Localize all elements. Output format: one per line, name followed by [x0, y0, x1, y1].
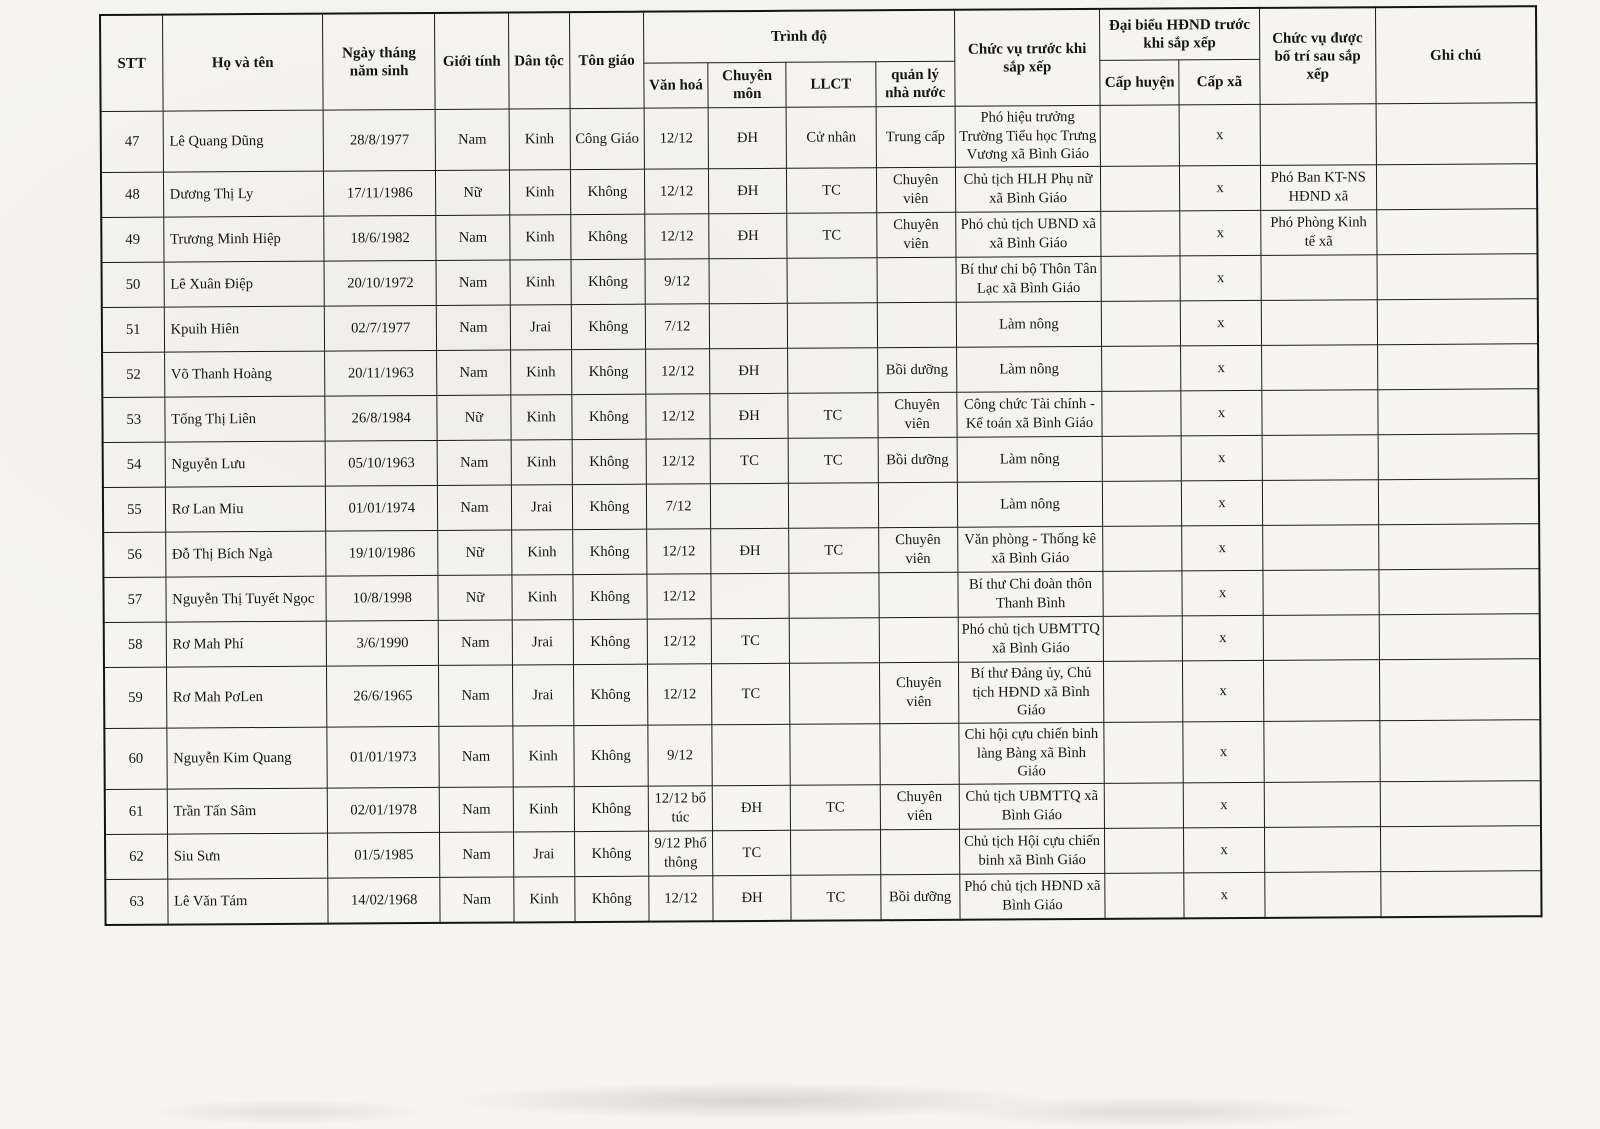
- header-religion: Tôn giáo: [569, 12, 644, 109]
- cell-position-before: Làm nông: [956, 301, 1102, 347]
- cell-qlnn: [877, 257, 956, 302]
- cell-cap-xa: x: [1182, 570, 1263, 615]
- cell-ethnicity: Kinh: [513, 787, 574, 832]
- cell-stt: 53: [102, 397, 164, 442]
- cell-stt: 50: [102, 262, 164, 307]
- cell-cap-huyen: [1101, 256, 1180, 301]
- cell-cap-huyen: [1104, 783, 1183, 828]
- cell-van-hoa: 9/12: [645, 259, 709, 304]
- cell-position-after: [1263, 615, 1380, 661]
- header-gender: Giới tính: [435, 13, 509, 110]
- cell-stt: 52: [102, 352, 164, 397]
- cell-position-after: [1261, 345, 1378, 391]
- cell-name: Võ Thanh Hoàng: [164, 351, 325, 397]
- cell-name: Đỗ Thị Bích Ngà: [165, 531, 326, 577]
- cell-ethnicity: Kinh: [511, 530, 572, 575]
- table-row: [104, 659, 1540, 729]
- cell-name: Lê Xuân Điệp: [164, 261, 325, 307]
- cell-name: Tống Thị Liên: [165, 396, 326, 442]
- cell-religion: Không: [572, 394, 646, 439]
- cell-name: Trần Tấn Sâm: [167, 788, 328, 834]
- cell-name: Rơ Lan Miu: [165, 486, 326, 532]
- table-scan-region: [99, 5, 1543, 926]
- cell-note: [1378, 434, 1539, 480]
- cell-stt: 49: [101, 217, 163, 262]
- cell-cap-xa: x: [1179, 104, 1260, 166]
- cell-llct: TC: [787, 168, 877, 214]
- cell-van-hoa: 12/12: [646, 349, 710, 394]
- cell-gender: Nam: [440, 787, 513, 832]
- cell-gender: Nữ: [436, 170, 509, 215]
- header-ethnicity: Dân tộc: [508, 12, 570, 109]
- cell-dob: 02/01/1978: [327, 787, 440, 833]
- cell-ethnicity: Kinh: [509, 215, 570, 260]
- cell-religion: Công Giáo: [570, 108, 645, 169]
- cell-ethnicity: Kinh: [511, 440, 572, 485]
- cell-position-after: [1262, 435, 1379, 481]
- cell-dob: 02/7/1977: [324, 305, 437, 351]
- cell-qlnn: Chuyên viên: [878, 527, 957, 572]
- header-cap-huyen: Cấp huyện: [1100, 60, 1179, 105]
- cell-dob: 01/01/1973: [327, 726, 440, 788]
- header-name: Họ và tên: [162, 14, 323, 111]
- cell-position-after: [1262, 480, 1379, 526]
- cell-llct: TC: [789, 528, 879, 574]
- header-hdnd-group: Đại biểu HĐND trước khi sắp xếp: [1100, 8, 1260, 60]
- cell-qlnn: Chuyên viên: [880, 784, 959, 829]
- cell-name: Lê Văn Tám: [167, 878, 328, 924]
- cell-stt: 48: [101, 172, 163, 217]
- cell-note: [1377, 299, 1538, 345]
- cell-stt: 54: [103, 442, 165, 487]
- cell-ethnicity: Jrai: [512, 665, 574, 726]
- cell-van-hoa: 12/12: [649, 876, 713, 922]
- cell-cap-huyen: [1104, 722, 1184, 783]
- cell-religion: Không: [574, 831, 648, 876]
- header-van-hoa: Văn hoá: [644, 63, 708, 108]
- cell-stt: 56: [103, 532, 165, 577]
- cell-position-before: Phó chủ tịch UBMTTQ xã Bình Giáo: [958, 616, 1104, 662]
- cell-dob: 20/11/1963: [325, 350, 438, 396]
- cell-position-before: Phó hiệu trưởng Trường Tiểu học Trưng Vương xã Bình Giáo: [955, 105, 1101, 167]
- cell-position-after: [1261, 390, 1378, 436]
- cell-llct: [790, 618, 880, 664]
- cell-cap-xa: x: [1184, 782, 1265, 827]
- cell-dob: 18/6/1982: [324, 215, 437, 261]
- cell-note: [1378, 389, 1539, 435]
- cell-note: [1377, 344, 1538, 390]
- cell-note: [1376, 164, 1537, 210]
- cell-ethnicity: Kinh: [510, 260, 571, 305]
- cell-position-after: [1263, 570, 1380, 616]
- cell-stt: 61: [105, 789, 167, 834]
- cell-dob: 01/01/1974: [325, 485, 438, 531]
- cell-llct: TC: [791, 875, 881, 921]
- cell-name: Trương Minh Hiệp: [163, 216, 324, 262]
- cell-position-before: Chủ tịch UBMTTQ xã Bình Giáo: [959, 783, 1105, 829]
- header-position-after: Chức vụ được bố trí sau sắp xếp: [1259, 7, 1376, 104]
- cell-ethnicity: Jrai: [513, 832, 574, 877]
- cell-position-after: [1263, 721, 1380, 783]
- cell-stt: 60: [104, 728, 167, 789]
- cell-cap-xa: x: [1180, 210, 1261, 255]
- cell-position-after: [1264, 827, 1381, 873]
- cell-ethnicity: Kinh: [509, 170, 570, 215]
- cell-dob: 14/02/1968: [328, 877, 441, 923]
- cell-position-before: Chủ tịch Hội cựu chiến binh xã Bình Giáo: [959, 828, 1105, 874]
- cell-ethnicity: Kinh: [510, 395, 571, 440]
- cell-gender: Nữ: [437, 395, 510, 440]
- cell-position-before: Phó chủ tịch UBND xã xã Bình Giáo: [956, 211, 1102, 257]
- cell-position-before: Làm nông: [957, 481, 1103, 527]
- cell-llct: [790, 724, 880, 786]
- cell-stt: 62: [105, 834, 167, 879]
- cell-position-before: Bí thư Đảng ủy, Chủ tịch HĐND xã Bình Giáo: [958, 661, 1104, 723]
- cell-chuyen-mon: ĐH: [710, 348, 788, 393]
- cell-qlnn: [877, 302, 956, 347]
- cell-van-hoa: 7/12: [645, 304, 709, 349]
- cell-note: [1380, 826, 1541, 872]
- cell-dob: 19/10/1986: [326, 530, 439, 576]
- cell-cap-xa: x: [1183, 660, 1264, 722]
- cell-cap-xa: x: [1183, 721, 1264, 783]
- cell-gender: Nam: [436, 260, 509, 305]
- cell-van-hoa: 9/12: [648, 725, 713, 786]
- cell-religion: Không: [571, 349, 645, 394]
- cell-religion: Không: [573, 574, 647, 619]
- cell-chuyen-mon: ĐH: [709, 213, 787, 258]
- cell-dob: 05/10/1963: [325, 440, 438, 486]
- cell-van-hoa: 12/12: [645, 214, 709, 259]
- cell-stt: 47: [101, 111, 164, 172]
- cell-name: Nguyễn Kim Quang: [167, 727, 328, 789]
- cell-cap-xa: x: [1180, 255, 1261, 300]
- cell-name: Kpuih Hiên: [164, 306, 325, 352]
- cell-chuyen-mon: TC: [711, 618, 789, 663]
- cell-van-hoa: 12/12: [646, 394, 710, 439]
- cell-stt: 51: [102, 307, 164, 352]
- cell-van-hoa: 12/12: [647, 619, 711, 664]
- cell-religion: Không: [575, 876, 649, 922]
- cell-van-hoa: 9/12 Phổ thông: [648, 831, 712, 876]
- cell-religion: Không: [572, 529, 646, 574]
- cell-chuyen-mon: ĐH: [709, 168, 787, 213]
- cell-stt: 59: [104, 667, 167, 728]
- cell-note: [1379, 569, 1540, 615]
- cell-qlnn: [879, 617, 958, 662]
- cell-ethnicity: Jrai: [510, 305, 571, 350]
- cell-position-after: Phó Phòng Kinh tế xã: [1260, 210, 1377, 256]
- cell-cap-huyen: [1105, 873, 1184, 919]
- cell-qlnn: Bồi dưỡng: [880, 874, 959, 920]
- cell-ethnicity: Kinh: [510, 350, 571, 395]
- cell-stt: 63: [105, 879, 167, 925]
- cell-qlnn: [878, 572, 957, 617]
- cell-position-after: [1263, 660, 1380, 722]
- cell-religion: Không: [574, 786, 648, 831]
- header-position-before: Chức vụ trước khi sắp xếp: [954, 9, 1100, 106]
- cell-position-after: [1260, 104, 1377, 166]
- cell-llct: [789, 573, 879, 619]
- cell-cap-huyen: [1102, 436, 1181, 481]
- cell-cap-xa: x: [1181, 300, 1262, 345]
- cell-position-before: Làm nông: [956, 346, 1102, 392]
- cell-cap-xa: x: [1180, 165, 1261, 210]
- cell-name: Nguyễn Lưu: [165, 441, 326, 487]
- cell-llct: [790, 663, 880, 725]
- cell-religion: Không: [573, 619, 647, 664]
- cell-dob: 10/8/1998: [326, 575, 439, 621]
- cell-position-before: Phó chủ tịch HĐND xã Bình Giáo: [960, 873, 1106, 919]
- cell-cap-huyen: [1101, 211, 1180, 256]
- cell-cap-huyen: [1103, 481, 1182, 526]
- cell-gender: Nam: [439, 620, 512, 665]
- cell-qlnn: [879, 723, 959, 784]
- cell-llct: [788, 303, 878, 349]
- cell-stt: 58: [104, 622, 166, 667]
- header-note: Ghi chú: [1375, 6, 1536, 103]
- cell-position-before: Làm nông: [957, 436, 1103, 482]
- cell-gender: Nữ: [438, 530, 511, 575]
- cell-position-after: [1261, 255, 1378, 301]
- cell-van-hoa: 12/12: [646, 439, 710, 484]
- cell-cap-huyen: [1102, 346, 1181, 391]
- cell-gender: Nam: [437, 305, 510, 350]
- cell-van-hoa: 12/12 bổ túc: [648, 786, 712, 831]
- cell-ethnicity: Jrai: [511, 485, 572, 530]
- cell-dob: 20/10/1972: [324, 260, 437, 306]
- cell-llct: TC: [788, 393, 878, 439]
- cell-gender: Nam: [439, 665, 513, 726]
- cell-position-before: Văn phòng - Thống kê xã Bình Giáo: [957, 526, 1103, 572]
- cell-chuyen-mon: [709, 303, 787, 348]
- cell-religion: Không: [570, 169, 644, 214]
- cell-position-before: Bí thư Chi đoàn thôn Thanh Bình: [958, 571, 1104, 617]
- cell-dob: 26/6/1965: [327, 665, 440, 727]
- cell-note: [1377, 254, 1538, 300]
- cell-religion: Không: [571, 304, 645, 349]
- cell-cap-huyen: [1100, 105, 1180, 166]
- cell-gender: Nam: [438, 485, 511, 530]
- cell-note: [1378, 479, 1539, 525]
- cell-ethnicity: Kinh: [512, 726, 574, 787]
- cell-chuyen-mon: TC: [713, 830, 791, 875]
- cell-cap-huyen: [1104, 661, 1184, 722]
- cell-llct: Cử nhân: [786, 107, 876, 169]
- table-body: [101, 103, 1542, 925]
- header-llct: LLCT: [786, 62, 876, 108]
- cell-van-hoa: 7/12: [646, 484, 710, 529]
- cell-dob: 26/8/1984: [325, 395, 438, 441]
- cell-note: [1380, 720, 1541, 782]
- cell-cap-xa: x: [1184, 872, 1265, 918]
- cell-chuyen-mon: [711, 573, 789, 618]
- cell-stt: 57: [103, 577, 165, 622]
- cell-chuyen-mon: [712, 724, 791, 785]
- cell-cap-xa: x: [1182, 480, 1263, 525]
- cell-cap-huyen: [1103, 526, 1182, 571]
- cell-note: [1380, 781, 1541, 827]
- cell-dob: 3/6/1990: [326, 620, 439, 666]
- cell-cap-xa: x: [1184, 827, 1265, 872]
- cell-cap-huyen: [1105, 828, 1184, 873]
- cell-position-after: Phó Ban KT-NS HĐND xã: [1260, 165, 1377, 211]
- cell-ethnicity: Kinh: [509, 109, 571, 170]
- cell-chuyen-mon: [709, 258, 787, 303]
- cell-qlnn: Bồi dưỡng: [877, 347, 956, 392]
- cell-dob: 17/11/1986: [324, 170, 437, 216]
- cell-llct: [791, 830, 881, 876]
- cell-note: [1376, 103, 1537, 165]
- cell-gender: Nam: [438, 440, 511, 485]
- cell-van-hoa: 12/12: [647, 664, 712, 725]
- cell-qlnn: Chuyên viên: [876, 167, 955, 212]
- cell-llct: TC: [787, 213, 877, 259]
- cell-cap-xa: x: [1181, 435, 1262, 480]
- cell-note: [1379, 659, 1540, 721]
- cell-chuyen-mon: [711, 483, 789, 528]
- cell-name: Siu Sưn: [167, 833, 328, 879]
- header-qualification-group: Trình độ: [643, 10, 954, 63]
- cell-cap-xa: x: [1183, 615, 1264, 660]
- cell-gender: Nam: [440, 877, 513, 923]
- cell-note: [1377, 209, 1538, 255]
- cell-note: [1379, 524, 1540, 570]
- cell-ethnicity: Kinh: [513, 877, 574, 923]
- cell-gender: Nam: [440, 832, 513, 877]
- cell-name: Rơ Mah PơLen: [166, 666, 327, 728]
- cell-cap-xa: x: [1181, 345, 1262, 390]
- cell-religion: Không: [572, 484, 646, 529]
- header-chuyen-mon: Chuyên môn: [708, 62, 786, 107]
- cell-qlnn: Trung cấp: [876, 106, 956, 167]
- cell-name: Lê Quang Dũng: [163, 110, 324, 172]
- cell-qlnn: Bồi dưỡng: [878, 437, 957, 482]
- cell-stt: 55: [103, 487, 165, 532]
- cell-note: [1381, 871, 1542, 917]
- header-cap-xa: Cấp xã: [1179, 59, 1260, 104]
- cell-gender: Nam: [437, 350, 510, 395]
- cell-qlnn: Chuyên viên: [877, 392, 956, 437]
- cell-name: Nguyễn Thị Tuyết Ngọc: [166, 576, 327, 622]
- cell-position-before: Chi hội cựu chiến binh làng Bàng xã Bình Giáo: [959, 722, 1105, 784]
- cell-qlnn: [880, 829, 959, 874]
- cell-chuyen-mon: ĐH: [708, 107, 787, 168]
- table-header: [100, 6, 1537, 111]
- cell-gender: Nam: [435, 109, 509, 170]
- cell-cap-xa: x: [1181, 390, 1262, 435]
- cell-position-after: [1264, 782, 1381, 828]
- cell-cap-xa: x: [1182, 525, 1263, 570]
- cell-note: [1379, 614, 1540, 660]
- cell-religion: Không: [570, 214, 644, 259]
- cell-chuyen-mon: ĐH: [710, 393, 788, 438]
- cell-chuyen-mon: ĐH: [711, 528, 789, 573]
- cell-position-before: Bí thư chi bộ Thôn Tân Lạc xã Bình Giáo: [956, 256, 1102, 302]
- cell-religion: Không: [571, 259, 645, 304]
- cell-ethnicity: Kinh: [512, 575, 573, 620]
- table-row: [105, 871, 1541, 925]
- header-dob: Ngày tháng năm sinh: [323, 13, 436, 110]
- cell-religion: Không: [572, 439, 646, 484]
- cell-qlnn: [878, 482, 957, 527]
- cell-ethnicity: Jrai: [512, 620, 573, 665]
- cell-religion: Không: [573, 664, 648, 725]
- table-row: [104, 720, 1540, 790]
- cell-chuyen-mon: TC: [712, 663, 791, 724]
- cell-gender: Nữ: [438, 575, 511, 620]
- cell-van-hoa: 12/12: [644, 108, 709, 169]
- cell-llct: [789, 483, 879, 529]
- cell-llct: TC: [788, 438, 878, 484]
- cell-cap-huyen: [1102, 391, 1181, 436]
- cell-position-after: [1262, 525, 1379, 571]
- cell-qlnn: Chuyên viên: [876, 212, 955, 257]
- cell-cap-huyen: [1101, 301, 1180, 346]
- cell-position-after: [1264, 872, 1381, 918]
- cell-van-hoa: 12/12: [647, 574, 711, 619]
- cell-dob: 01/5/1985: [328, 832, 441, 878]
- cell-llct: [788, 348, 878, 394]
- cell-cap-huyen: [1101, 166, 1180, 211]
- scanner-shadow: [0, 1087, 1600, 1129]
- cell-gender: Nam: [436, 215, 509, 260]
- table-row: [101, 103, 1537, 173]
- cell-name: Dương Thị Ly: [163, 171, 324, 217]
- cell-gender: Nam: [439, 726, 513, 787]
- cell-position-before: Chủ tịch HLH Phụ nữ xã Bình Giáo: [955, 166, 1101, 212]
- cell-chuyen-mon: TC: [710, 438, 788, 483]
- cell-van-hoa: 12/12: [644, 169, 708, 214]
- cell-llct: [787, 258, 877, 304]
- cell-llct: TC: [791, 785, 881, 831]
- cell-cap-huyen: [1103, 571, 1182, 616]
- cell-cap-huyen: [1103, 616, 1182, 661]
- personnel-table: [99, 5, 1543, 926]
- cell-van-hoa: 12/12: [647, 529, 711, 574]
- cell-chuyen-mon: ĐH: [712, 785, 790, 830]
- cell-qlnn: Chuyên viên: [879, 662, 959, 723]
- cell-religion: Không: [574, 725, 649, 786]
- cell-dob: 28/8/1977: [323, 109, 436, 171]
- cell-position-after: [1261, 300, 1378, 346]
- cell-name: Rơ Mah Phí: [166, 621, 327, 667]
- cell-position-before: Công chức Tài chính - Kế toán xã Bình Giáo: [957, 391, 1103, 437]
- header-stt: STT: [100, 15, 163, 112]
- header-qlnn: quản lý nhà nước: [875, 61, 954, 106]
- cell-chuyen-mon: ĐH: [713, 875, 791, 921]
